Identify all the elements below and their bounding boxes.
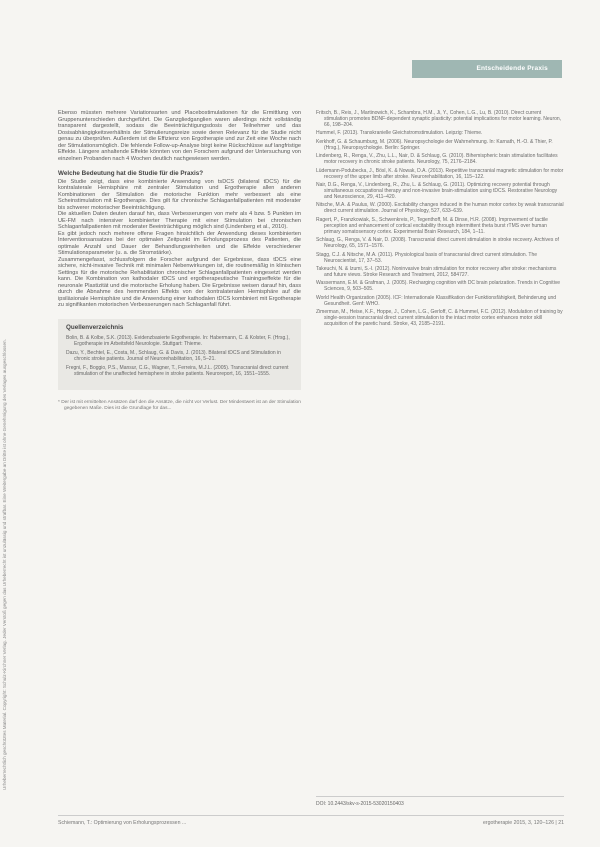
footer-divider <box>58 815 564 816</box>
references-title: Quellenverzeichnis <box>66 323 124 331</box>
right-column-references <box>316 110 564 329</box>
reference-item: Fritsch, B., Reis, J., Martinowich, K., Schambra, H.M., Ji, Y., Cohen, L.G., Lu, B. (2010). Direct current stimulation promotes BDNF-dependent synaptic plasticity: potential implications for motor learning. Neuron, 66, 198–204. <box>316 110 562 128</box>
body-paragraph-3: Es gibt jedoch noch mehrere offene Fragen hinsichtlich der Anwendung dieses kombinierten Interventionsansatzes bei der optimalen Zeitpunkt im Erholungsprozess des Patienten, die optimale Anzahl und Dauer der Behandlungseinheiten und die Effekte verschiedener Stimulationsparameter (u. a. die Stromstärke). <box>58 230 301 256</box>
reference-item: Fregni, F., Boggio, P.S., Mansur, C.G., Wagner, T., Ferreira, M.J.L. (2005). Transcranial direct current stimulation of the unaffected hemisphere in stroke patients. Neuroreport, 16, 1551–1555. <box>66 365 289 377</box>
reference-item: Hummel, F. (2013). Transkranielle Gleichstromstimulation. Leipzig: Thieme. <box>316 130 483 137</box>
reference-item: Takeuchi, N. & Izumi, S.-I. (2012). Noninvasive brain stimulation for motor recovery after stroke: mechanisms and future views. Stroke Research and Treatment, 2012, 584727. <box>316 265 557 278</box>
footer-citation: Schiemann, T.: Optimierung von Erholungsprozessen ... <box>58 820 187 826</box>
copyright-side-note: Urheberrechtlich geschütztes Material. Copyright: Schulz-Kirchner Verlag. Jeder Verstoß gegen das Urheberrecht ist unzulässig und strafbar. Eine Weitergabe an Dritte ist ohne Genehmigung des Verlages ausgeschlossen. <box>2 339 7 790</box>
reference-item: Nair, D.G., Renga, V., Lindenberg, R., Zhu, L. & Schlaug, G. (2011). Optimizing recovery potential through simultaneous occupational therapy and non-invasive brain-stimulation using tDCS. Restorative Neurology and Neuroscience, 29, 411–420. <box>316 181 558 200</box>
reference-item: Kerkhoff, G. & Schaumburg, M. (2006). Neuropsychologie der Wahrnehmung. In: Karnath, H.-O. & Thier, P. (Hrsg.), Neuropsychologie. Berlin: Springer. <box>316 138 553 151</box>
reference-item: World Health Organization (2005). ICF: Internationale Klassifikation der Funktionsfähigkeit, Behinderung und Gesundheit. Genf: WHO. <box>316 294 557 307</box>
reference-item: Wassermann, E.M. & Grafman, J. (2005). Recharging cognition with DC brain polarization. Trends in Cognitive Sciences, 9, 503–505. <box>316 280 561 293</box>
reference-item: Dazu, Y., Bechtel, E., Costa, M., Schlaug, G. & Davis, J. (2013). Bilateral tDCS and Stimulation in chronic stroke patients. Journal of Neurorehabilitation, 16, 5–21. <box>66 350 281 362</box>
reference-item: Lindenberg, R., Renga, V., Zhu, L.L., Nair, D. & Schlaug, G. (2010). Bihemispheric brain stimulation facilitates motor recovery in chronic stroke patients. Neurology, 75, 2176–2184. <box>316 153 558 166</box>
body-paragraph-1: Die Studie zeigt, dass eine kombinierte Anwendung von tsDCS (bilateral tDCS) für die kontralaterale Hemisphäre mit zentraler Stimulation und Ergotherapie allen anderen Kombinationen der Stimulation die motorische Funktion mehr verbessert als eine Scheinstimulation mit Ergotherapie. Dies gilt für chronische Schlaganfallpatienten mit moderater bis schwerer motorischer Beeinträchtigung. <box>58 178 301 211</box>
references-box <box>58 319 301 391</box>
section-heading: Welche Bedeutung hat die Studie für die Praxis? <box>58 170 204 177</box>
left-column <box>58 110 301 412</box>
body-paragraph-4: Zusammengefasst, schlussfolgern die Forscher aufgrund der Ergebnisse, dass tDCS eine sichere, nicht-invasive Technik mit minimalen Nebenwirkungen ist, die routinemäßig in klinischen Settings für die motorische Rehabilitation chronischer Schlaganfallpatienten eingesetzt werden kann. Die Kombination von kathodaler tDCS und ergotherapeutische Trainingseffekte für die neuronale Plastizität und die motorische Erholung haben. Die Ergebnisse weisen darauf hin, dass durch die Abnahme des hemmenden Effekts von der kontralateralen Hemisphäre auf die ipsiläsionale Hemisphäre und die Anwendung einer kathodalen tDCS kombiniert mit Ergotherapie zu signifikanten motorischen Verbesserungen nach Schlaganfall führt. <box>58 256 301 308</box>
intro-paragraph: Ebenso müssten mehrere Variationsarten und Placebostimulationen für die Ermittlung von Gruppenunterschieden durchgeführt. Die Ganzgliedganglien waren allerdings nicht vollständig transparent dargestellt, sodass die Beeinträchtigungsdosis der Teilnehmer und das Dosisabhängigkeitsverhältnis der Stimulierungsreize sowie deren Relevanz für die Studie nicht genau zu überprüfen. Außerdem ist die Effizienz von Ergotherapie und zur Zeit eine Woche nach der Stimulationsmöglich. Die fehlende Follow-up-Analyse birgt keine Rückschlüsse auf langfristige Effekte. Längere anhaltende Effekte könnten von den Forschern aufgrund der Untersuchung von einzelnen Probanden nach 4 Wochen deutlich nachgewiesen werden. <box>58 110 301 162</box>
reference-item: Schlaug, G., Renga, V. & Nair, D. (2008). Transcranial direct current stimulation in stroke recovery. Archives of Neurology, 65, 1571–1576. <box>316 237 559 250</box>
body-paragraph-2: Die aktuellen Daten deuten darauf hin, dass Verbesserungen von mehr als 4 bzw. 5 Punkten im UE-FM nach intensiver kombinierter Therapie mit einer Stimulation bei chronischen Schlaganfallpatienten mit moderater Beeinträchtigung möglich sind (Lindenberg et al., 2010). <box>58 211 301 230</box>
reference-item: Stagg, C.J. & Nitsche, M.A. (2011). Physiological basis of transcranial direct current stimulation. The Neuroscientist, 17, 37–53. <box>316 251 538 264</box>
footer-page-info: ergotherapie 2015, 3, 120–126 | 21 <box>483 820 564 826</box>
footnote: * Der ist mit ermittelten Ansätzen darf den die Ansätze, die nicht vor Verlust. Der Mindestwert ist an der Stimulation gegebenen Maße. Dies ist die Grundlage für das... <box>58 400 301 411</box>
reference-item: Lüdemann-Podubecka, J., Bösl, K. & Nowak, D.A. (2013). Repetitive transcranial magnetic stimulation for motor recovery of the upper limb after stroke. Neurorehabilitation, 16, 115–122. <box>316 167 564 180</box>
reference-item: Ragert, P., Franzkowiak, S., Schwenkreis, P., Tegenthoff, M. & Dinse, H.R. (2008). Improvement of tactile perception and enhancement of cortical excitability through intermittent theta burst rTMS over human primary somatosensory cortex. Experimental Brain Research, 184, 1–11. <box>316 216 548 235</box>
section-header-bar: Entscheidende Praxis <box>412 60 562 78</box>
reference-item: Bolin, B. & Kolbe, S.K. (2013). Evidenzbasierte Ergotherapie. In: Habermann, C. & Kolster, F. (Hrsg.), Ergotherapie im Arbeitsfeld Neurologie. Stuttgart: Thieme. <box>66 335 290 347</box>
reference-item: Zimerman, M., Heise, K.F., Hoppe, J., Cohen, L.G., Gerloff, C. & Hummel, F.C. (2012). Modulation of training by single-session transcranial direct current stimulation to the intact motor cortex enhances motor skill acquisition of the paretic hand. Stroke, 43, 2185–2191. <box>316 309 563 328</box>
doi-line[interactable]: DOI: 10.2443/skv-s-2015-53020150403 <box>316 796 564 807</box>
reference-item: Nitsche, M.A. & Paulus, W. (2000). Excitability changes induced in the human motor cortex by weak transcranial direct current stimulation. Journal of Physiology, 527, 633–639. <box>316 202 564 215</box>
